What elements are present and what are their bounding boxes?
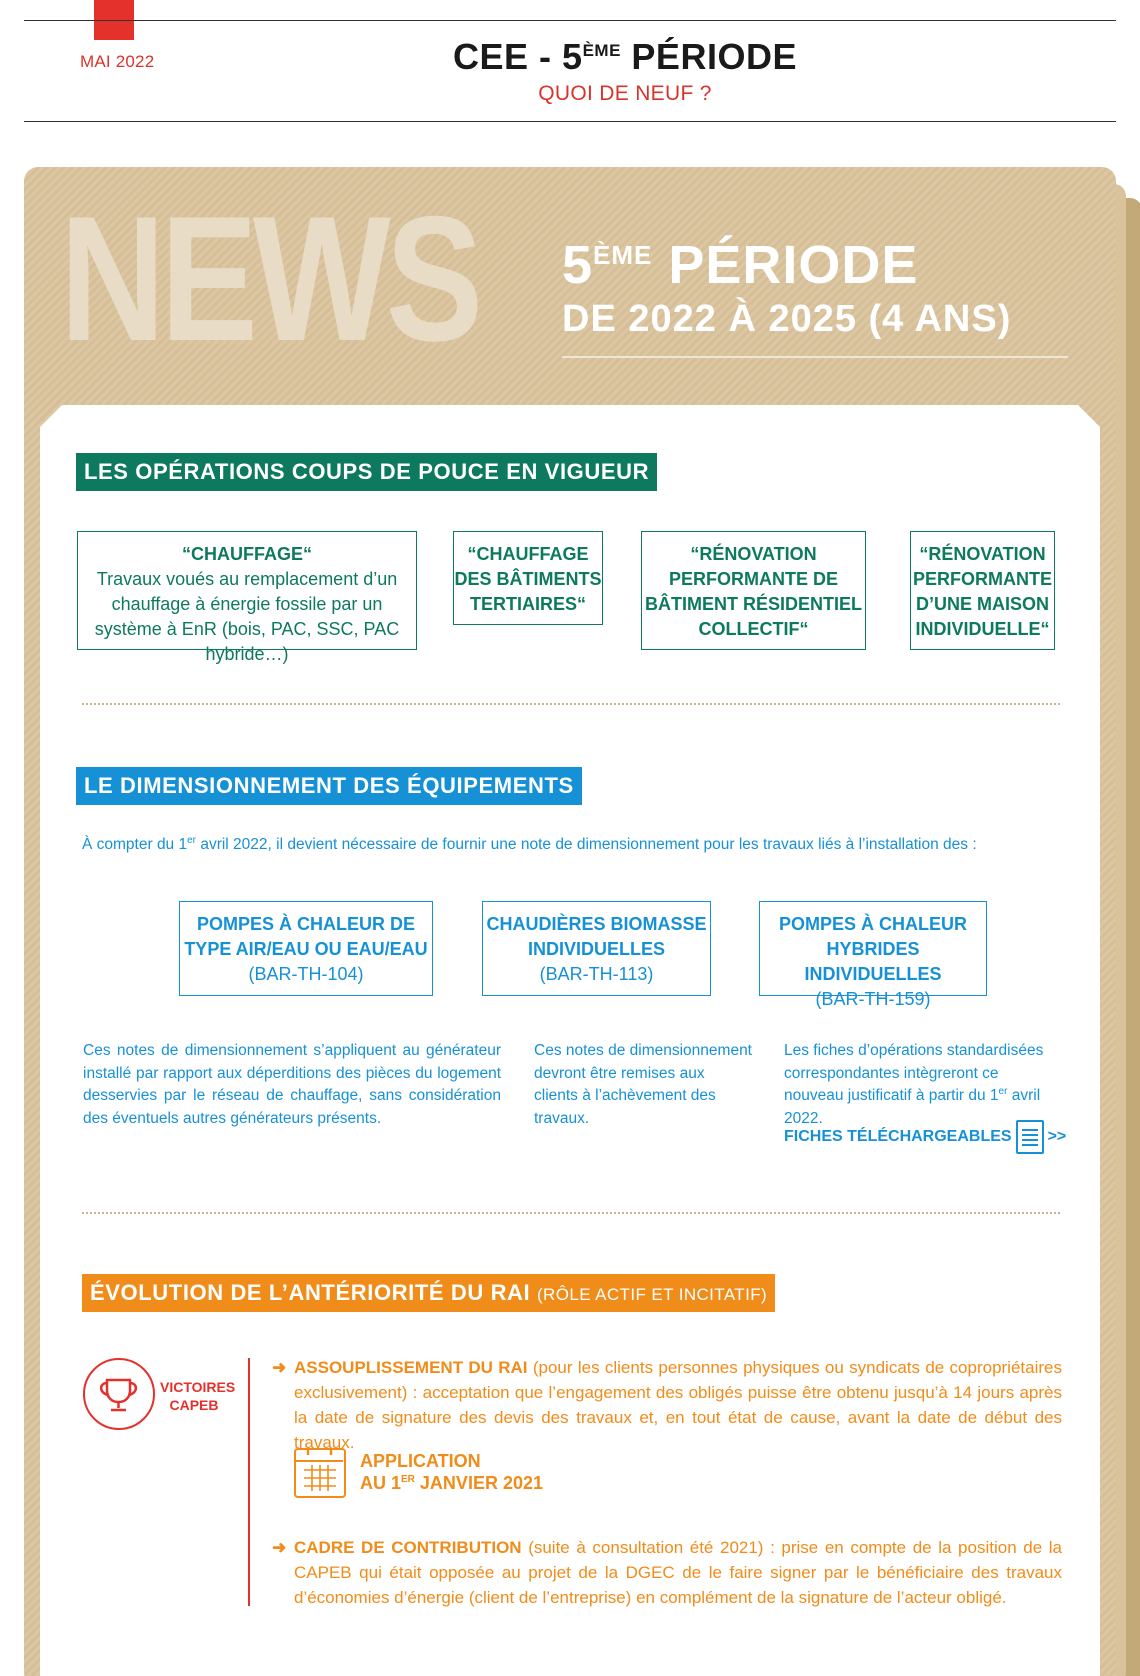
rai-point-flexibility: ➜ ASSOUPLISSEMENT DU RAI (pour les clients personnes physiques ou syndicats de copropriétaires exclusivement) : acceptation que l’engagement des obligés puisse être obtenu jusqu’à 14 jours après la date de signature des devis des travaux et, en tout état de cause, avant la date de début des travaux. bbox=[272, 1355, 1062, 1455]
section-title-operations: LES OPÉRATIONS COUPS DE POUCE EN VIGUEUR bbox=[76, 453, 657, 491]
header-bottom-rule bbox=[24, 121, 1116, 122]
news-watermark: NEWS bbox=[60, 179, 479, 378]
trophy-icon bbox=[83, 1358, 155, 1430]
document-icon bbox=[1016, 1120, 1044, 1154]
dotted-divider bbox=[82, 1212, 1060, 1214]
document-title: CEE - 5ÈME PÉRIODE bbox=[453, 36, 797, 77]
operation-box-chauffage: “CHAUFFAGE“ Travaux voués au remplacement d’un chauffage à énergie fossile par un système à EnR (bois, PAC, SSC, PAC hybride…) bbox=[77, 531, 417, 650]
download-arrows: >> bbox=[1047, 1128, 1067, 1145]
download-sheets-label: FICHES TÉLÉCHARGEABLES bbox=[784, 1128, 1012, 1145]
issue-date: MAI 2022 bbox=[80, 52, 155, 71]
banner-rule bbox=[562, 356, 1068, 358]
sizing-note-delivery: Ces notes de dimensionnement devront être remises aux clients à l’achèvement des travaux. bbox=[534, 1042, 752, 1127]
section-title-sizing: LE DIMENSIONNEMENT DES ÉQUIPEMENTS bbox=[76, 767, 582, 805]
dotted-divider bbox=[82, 703, 1060, 705]
rai-point-contribution: ➜ CADRE DE CONTRIBUTION (suite à consultation été 2021) : prise en compte de la position de la CAPEB qui était opposée au projet de la DGEC de le faire signer par le bénéficiaire des travaux d’économies d’énergie (client de l’entreprise) en complément de la signature de l’acteur obligé. bbox=[272, 1535, 1062, 1610]
equipment-box-hybrides: POMPES À CHALEUR HYBRIDES INDIVIDUELLES (BAR-TH-159) bbox=[759, 901, 987, 996]
banner-period: DE 2022 À 2025 (4 ANS) bbox=[562, 298, 1012, 340]
application-date: APPLICATION AU 1ER JANVIER 2021 bbox=[360, 1451, 543, 1493]
operation-box-tertiaires: “CHAUFFAGE DES BÂTIMENTS TERTIAIRES“ bbox=[453, 531, 603, 625]
arrow-icon: ➜ bbox=[272, 1358, 287, 1377]
sizing-intro: À compter du 1er avril 2022, il devient nécessaire de fournir une note de dimensionnement pour les travaux liés à l’installation des : bbox=[82, 834, 977, 853]
section-title-rai: ÉVOLUTION DE L’ANTÉRIORITÉ DU RAI (RÔLE ACTIF ET INCITATIF) bbox=[82, 1274, 775, 1312]
operation-box-maison-individuelle: “RÉNOVATION PERFORMANTE D’UNE MAISON INDIVIDUELLE“ bbox=[910, 531, 1055, 650]
calendar-icon bbox=[294, 1448, 346, 1498]
arrow-icon: ➜ bbox=[272, 1538, 287, 1557]
document-subtitle: QUOI DE NEUF ? bbox=[538, 82, 712, 105]
operation-box-residentiel-collectif: “RÉNOVATION PERFORMANTE DE BÂTIMENT RÉSIDENTIEL COLLECTIF“ bbox=[641, 531, 866, 650]
header-top-rule bbox=[24, 20, 1116, 21]
sizing-note-standard-sheets: Les fiches d’opérations standardisées correspondantes intègreront ce nouveau justificatif à partir du 1er avril 2022. bbox=[784, 1042, 1044, 1127]
download-sheets-link[interactable] bbox=[784, 1120, 1066, 1154]
victory-badge: VICTOIRES CAPEB bbox=[160, 1379, 236, 1413]
sizing-note-generator: Ces notes de dimensionnement s’appliquent au générateur installé par rapport aux déperditions des pièces du logement desservies par le réseau de chauffage, sans considération des éventuels autres générateurs présents. bbox=[83, 1042, 501, 1127]
banner-heading: 5ÈME PÉRIODE bbox=[562, 235, 919, 295]
vertical-divider bbox=[248, 1358, 250, 1606]
equipment-box-pac: POMPES À CHALEUR DE TYPE AIR/EAU OU EAU/EAU (BAR-TH-104) bbox=[179, 901, 433, 996]
equipment-box-biomasse: CHAUDIÈRES BIOMASSE INDIVIDUELLES (BAR-TH-113) bbox=[482, 901, 711, 996]
